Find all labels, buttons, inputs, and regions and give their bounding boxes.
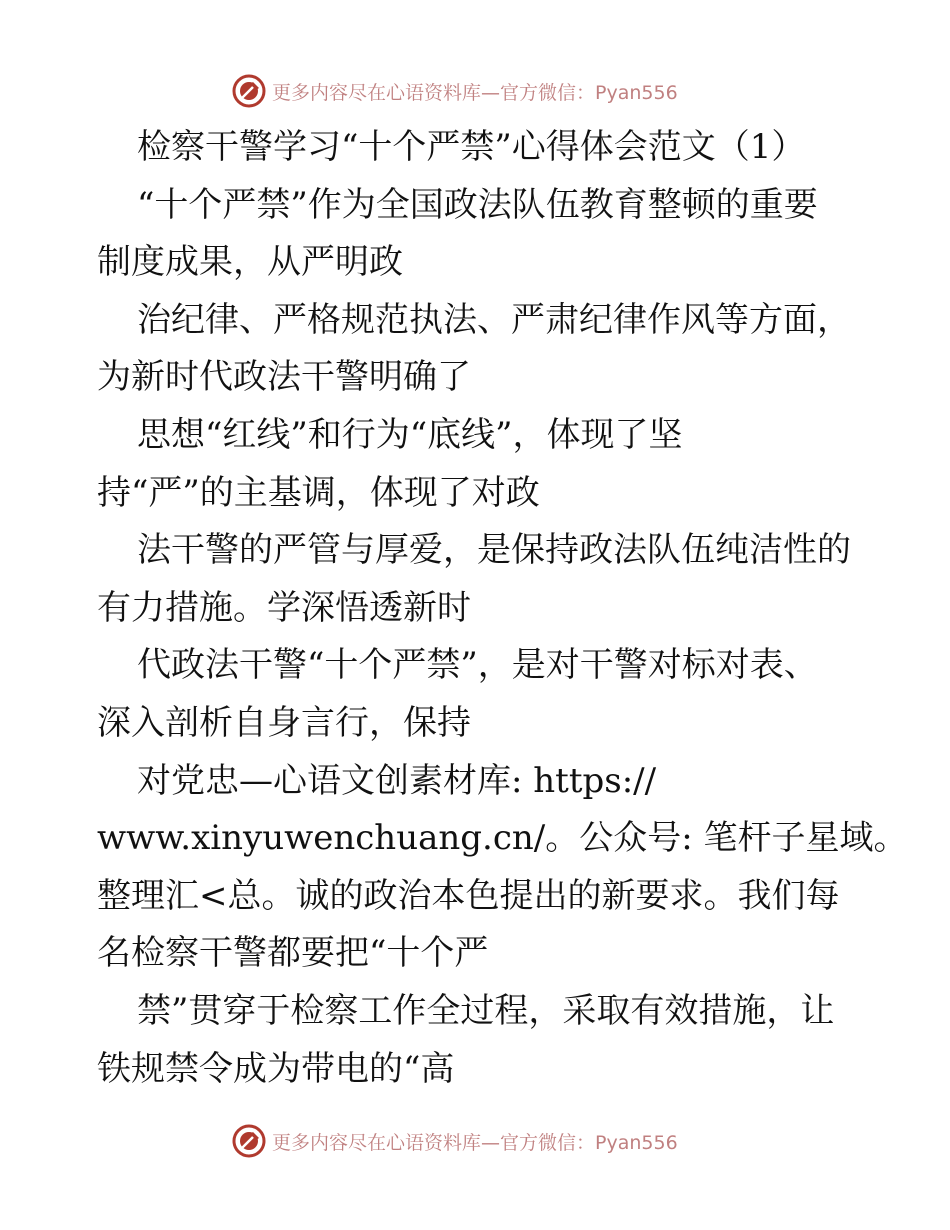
paragraph-line: 持“严”的主基调，体现了对政 <box>97 472 540 513</box>
paragraph-line: 为新时代政法干警明确了 <box>97 357 471 398</box>
paragraph-line: 代政法干警“十个严禁”，是对干警对标对表、 <box>137 645 818 686</box>
footer-banner <box>232 1121 678 1161</box>
paragraph-line: “十个严禁”作为全国政法队伍教育整顿的重要 <box>137 184 818 225</box>
paragraph-line: 铁规禁令成为带电的“高 <box>97 1048 455 1089</box>
header-banner <box>232 71 678 111</box>
paragraph-line: 思想“红线”和行为“底线”，体现了坚 <box>137 415 683 455</box>
paragraph-line: 法干警的严管与厚爱，是保持政法队伍纯洁性的 <box>137 530 851 571</box>
paragraph-line: 有力措施。学深悟透新时 <box>97 587 471 628</box>
paragraph-line: 名检察干警都要把“十个严 <box>97 933 489 974</box>
paragraph-line: 制度成果，从严明政 <box>97 242 403 283</box>
seal-logo-icon <box>232 74 266 108</box>
paragraph-line: 治纪律、严格规范执法、严肃纪律作风等方面， <box>137 299 851 340</box>
banner-text: 更多内容尽在心语资料库—官方微信：Pyan556 <box>272 81 678 104</box>
paragraph-line: 整理汇<总。诚的政治本色提出的新要求。我们每 <box>97 875 840 916</box>
paragraph-line: 检察干警学习“十个严禁”心得体会范文（1） <box>137 127 806 167</box>
banner-text: 更多内容尽在心语资料库—官方微信：Pyan556 <box>272 1131 678 1154</box>
paragraph-line: www.xinyuwenchuang.cn/。公众号: 笔杆子星域。 <box>97 818 908 859</box>
paragraph-line: 深入剖析自身言行，保持 <box>97 703 471 743</box>
paragraph-line: 对党忠—心语文创素材库: https:// <box>137 760 657 801</box>
paragraph-line: 禁”贯穿于检察工作全过程，采取有效措施，让 <box>137 991 835 1031</box>
seal-logo-icon <box>232 1124 266 1158</box>
